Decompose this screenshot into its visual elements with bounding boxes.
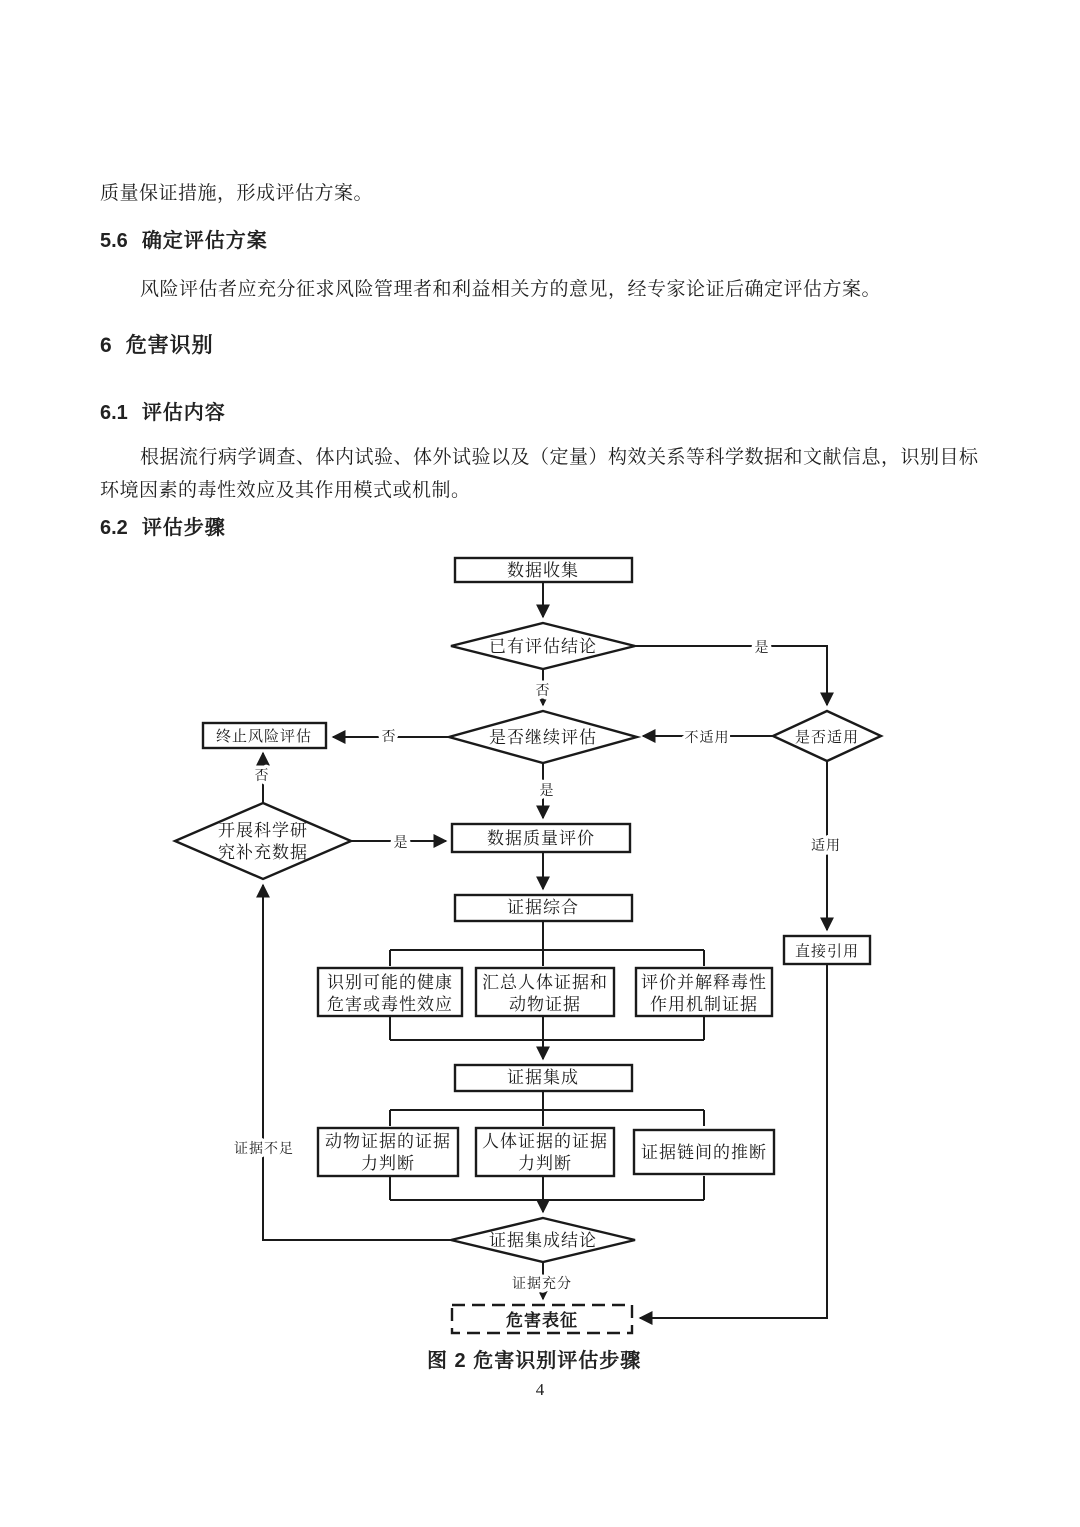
node-data-quality-label: 数据质量评价 — [487, 829, 595, 848]
node-identify-line1: 识别可能的健康 — [327, 973, 453, 992]
node-evaluate-line2: 作用机制证据 — [650, 995, 758, 1014]
node-human-evidence — [476, 1128, 614, 1176]
label-no-to-terminate: 否 — [381, 728, 397, 744]
edge-synthesis-bracket — [390, 921, 704, 966]
section-61-body-line1: 根据流行病学调查、体内试验、体外试验以及（定量）构效关系等科学数据和文献信息，识别目标 — [140, 447, 979, 468]
node-summarize-line1: 汇总人体证据和 — [482, 973, 608, 992]
node-chain-inference-label: 证据链间的推断 — [641, 1143, 767, 1162]
label-yes-top: 是 — [754, 639, 770, 655]
edge-row1-collector — [390, 1016, 704, 1040]
node-hazard-characterization — [452, 1305, 632, 1333]
node-direct-citation — [784, 936, 870, 964]
label-yes-research: 是 — [393, 834, 409, 850]
node-existing-conclusion-label: 已有评估结论 — [489, 637, 597, 656]
node-terminate — [203, 723, 326, 748]
node-human-line1: 人体证据的证据 — [482, 1132, 608, 1151]
node-research-line1: 开展科学研 — [218, 821, 308, 840]
label-sufficient: 证据充分 — [512, 1275, 572, 1291]
node-research-supplement — [175, 803, 351, 879]
node-applicable-question-label: 是否适用 — [794, 729, 860, 746]
section-62-number: 6.2 — [100, 517, 128, 539]
node-identify-hazard — [318, 968, 462, 1016]
edge-integration-bracket — [390, 1091, 704, 1126]
section-61-body-line2: 环境因素的毒性效应及其作用模式或机制。 — [100, 480, 471, 501]
node-applicable-question — [773, 711, 881, 761]
node-integration-conclusion — [451, 1218, 635, 1262]
node-identify-line2: 危害或毒性效应 — [327, 995, 453, 1014]
node-animal-line1: 动物证据的证据 — [325, 1132, 451, 1151]
edge-insufficient-feedback — [263, 885, 455, 1240]
section-61-title: 评估内容 — [141, 402, 226, 424]
label-no-research: 否 — [254, 767, 270, 783]
section-56-heading — [100, 224, 268, 253]
section-61-heading — [100, 396, 226, 425]
node-existing-conclusion — [451, 623, 635, 669]
section-56-number: 5.6 — [100, 230, 128, 252]
label-not-applicable: 不适用 — [684, 729, 730, 745]
node-continue-question — [449, 711, 637, 763]
node-evidence-integration — [455, 1065, 632, 1091]
label-yes-continue: 是 — [539, 782, 555, 798]
node-data-quality — [452, 824, 630, 852]
edge-row2-collector — [390, 1176, 704, 1200]
node-data-collection — [455, 558, 632, 582]
node-summarize-evidence — [476, 968, 614, 1016]
section-6-number: 6 — [100, 334, 112, 357]
node-integration-conclusion-label: 证据集成结论 — [489, 1231, 597, 1250]
label-insufficient: 证据不足 — [234, 1140, 294, 1156]
node-evidence-synthesis-label: 证据综合 — [507, 898, 579, 917]
node-research-line2: 究补充数据 — [218, 843, 308, 862]
section-62-title: 评估步骤 — [141, 517, 226, 539]
figure-caption: 图 2 危害识别评估步骤 — [427, 1350, 642, 1372]
node-evaluate-line1: 评价并解释毒性 — [641, 973, 767, 992]
node-summarize-line2: 动物证据 — [509, 995, 581, 1014]
section-61-number: 6.1 — [100, 402, 128, 424]
label-applicable: 适用 — [811, 837, 841, 853]
page-number: 4 — [535, 1380, 545, 1399]
node-animal-line2: 力判断 — [361, 1154, 415, 1173]
node-evaluate-mechanism — [636, 968, 772, 1016]
section-62-heading — [100, 511, 226, 540]
node-data-collection-label: 数据收集 — [507, 561, 579, 580]
node-continue-question-label: 是否继续评估 — [489, 728, 597, 747]
edge-yes-to-applicable — [635, 646, 827, 705]
section-56-title: 确定评估方案 — [141, 230, 268, 252]
node-hazard-characterization-label: 危害表征 — [506, 1311, 578, 1330]
node-animal-evidence — [318, 1128, 458, 1176]
node-human-line2: 力判断 — [518, 1154, 572, 1173]
flowchart-figure-2 — [0, 545, 1080, 1355]
section-56-body: 风险评估者应充分征求风险管理者和利益相关方的意见，经专家论证后确定评估方案。 — [140, 279, 882, 300]
node-evidence-synthesis — [455, 895, 632, 921]
label-no-top: 否 — [535, 682, 551, 698]
node-direct-citation-label: 直接引用 — [794, 943, 860, 960]
section-6-title: 危害识别 — [125, 334, 214, 357]
node-chain-inference — [634, 1130, 774, 1174]
intro-line: 质量保证措施，形成评估方案。 — [100, 183, 374, 204]
section-6-heading — [100, 329, 214, 359]
node-terminate-label: 终止风险评估 — [215, 728, 313, 745]
node-evidence-integration-label: 证据集成 — [507, 1068, 579, 1087]
